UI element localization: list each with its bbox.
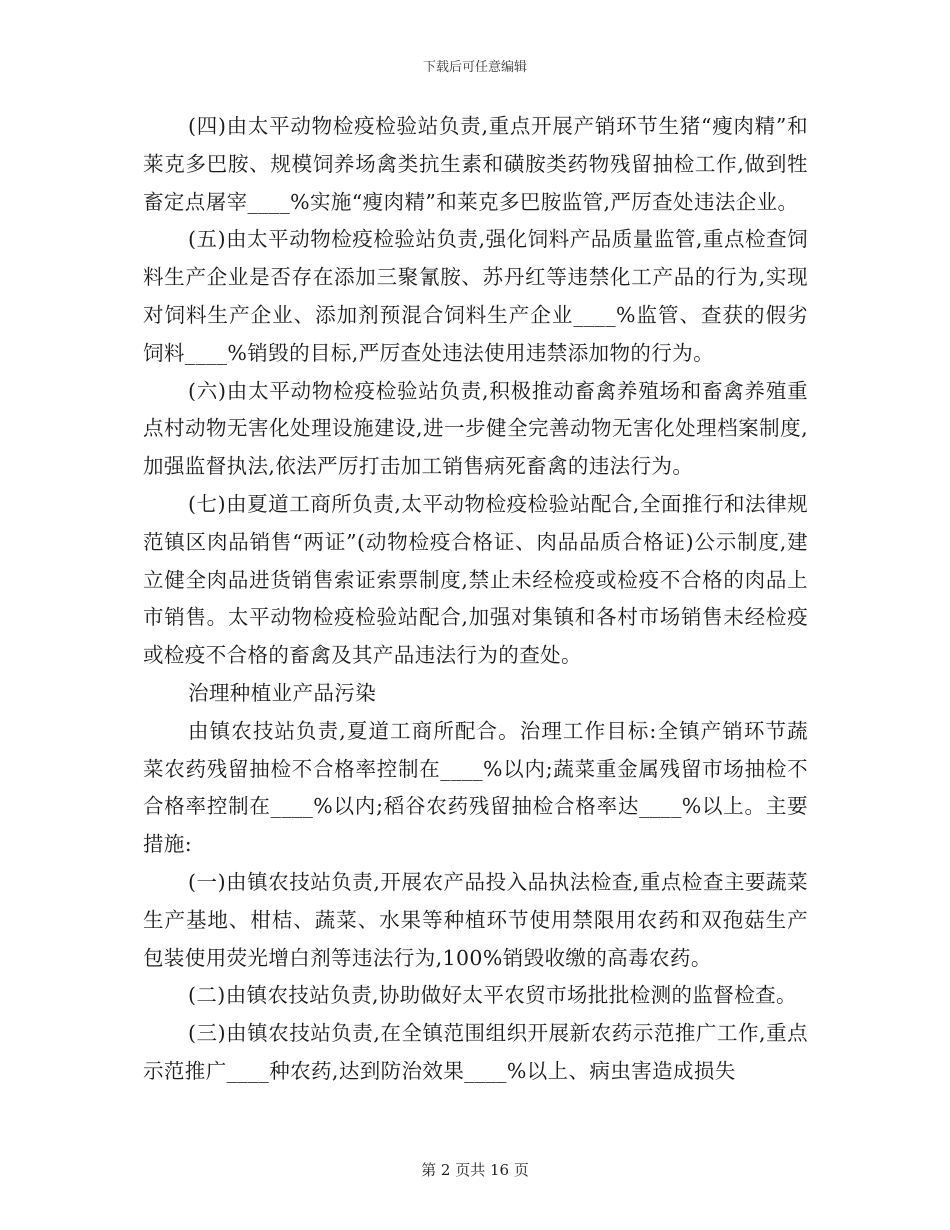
page-footer: 第 2 页共 16 页	[421, 1161, 529, 1179]
measure-3-paragraph: (三)由镇农技站负责,在全镇范围组织开展新农药示范推广工作,重点示范推广____种农药,达到防治效果____%以上、病虫害造成损失	[143, 1021, 808, 1083]
measure-2-paragraph: (二)由镇农技站负责,协助做好太平农贸市场批批检测的监督检查。	[188, 983, 797, 1008]
page-header: 下载后可任意编辑	[422, 60, 527, 75]
paragraph-5: (五)由太平动物检疫检验站负责,强化饲料产品质量监管,重点检查饲料生产企业是否存在添加三聚氰胺、苏丹红等违禁化工产品的行为,实现对饲料生产企业、添加剂预混合饲料生产企业____%监管、查获的假劣饲料____%销毁的目标,严厉查处违法使用违禁添加物的行为。	[143, 227, 808, 365]
paragraph-6: (六)由太平动物检疫检验站负责,积极推动畜禽养殖场和畜禽养殖重点村动物无害化处理设施建设,进一步健全完善动物无害化处理档案制度,加强监督执法,依法严厉打击加工销售病死畜禽的违法行为。	[143, 378, 808, 479]
section-intro-paragraph: 由镇农技站负责,夏道工商所配合。治理工作目标:全镇产销环节蔬菜农药残留抽检不合格率控制在____%以内;蔬菜重金属残留市场抽检不合格率控制在____%以内;稻谷农药残留抽检合格率达____%以上。主要措施:	[143, 718, 808, 857]
document-body	[143, 108, 808, 1091]
section-heading: 治理种植业产品污染	[188, 680, 377, 705]
measure-1-paragraph: (一)由镇农技站负责,开展农产品投入品执法检查,重点检查主要蔬菜生产基地、柑桔、蔬菜、水果等种植环节使用禁限用农药和双孢菇生产包装使用荧光增白剂等违法行为,100%销毁收缴的高毒农药。	[143, 869, 808, 970]
paragraph-7: (七)由夏道工商所负责,太平动物检疫检验站配合,全面推行和法律规范镇区肉品销售“两证”(动物检疫合格证、肉品品质合格证)公示制度,建立健全肉品进货销售索证索票制度,禁止未经检疫或检疫不合格的肉品上市销售。太平动物检疫检验站配合,加强对集镇和各村市场销售未经检疫或检疫不合格的畜禽及其产品违法行为的查处。	[143, 491, 808, 668]
paragraph-4: (四)由太平动物检疫检验站负责,重点开展产销环节生猪“瘦肉精”和莱克多巴胺、规模饲养场禽类抗生素和磺胺类药物残留抽检工作,做到牲畜定点屠宰____%实施“瘦肉精”和莱克多巴胺监管,严厉查处违法企业。	[143, 114, 808, 214]
